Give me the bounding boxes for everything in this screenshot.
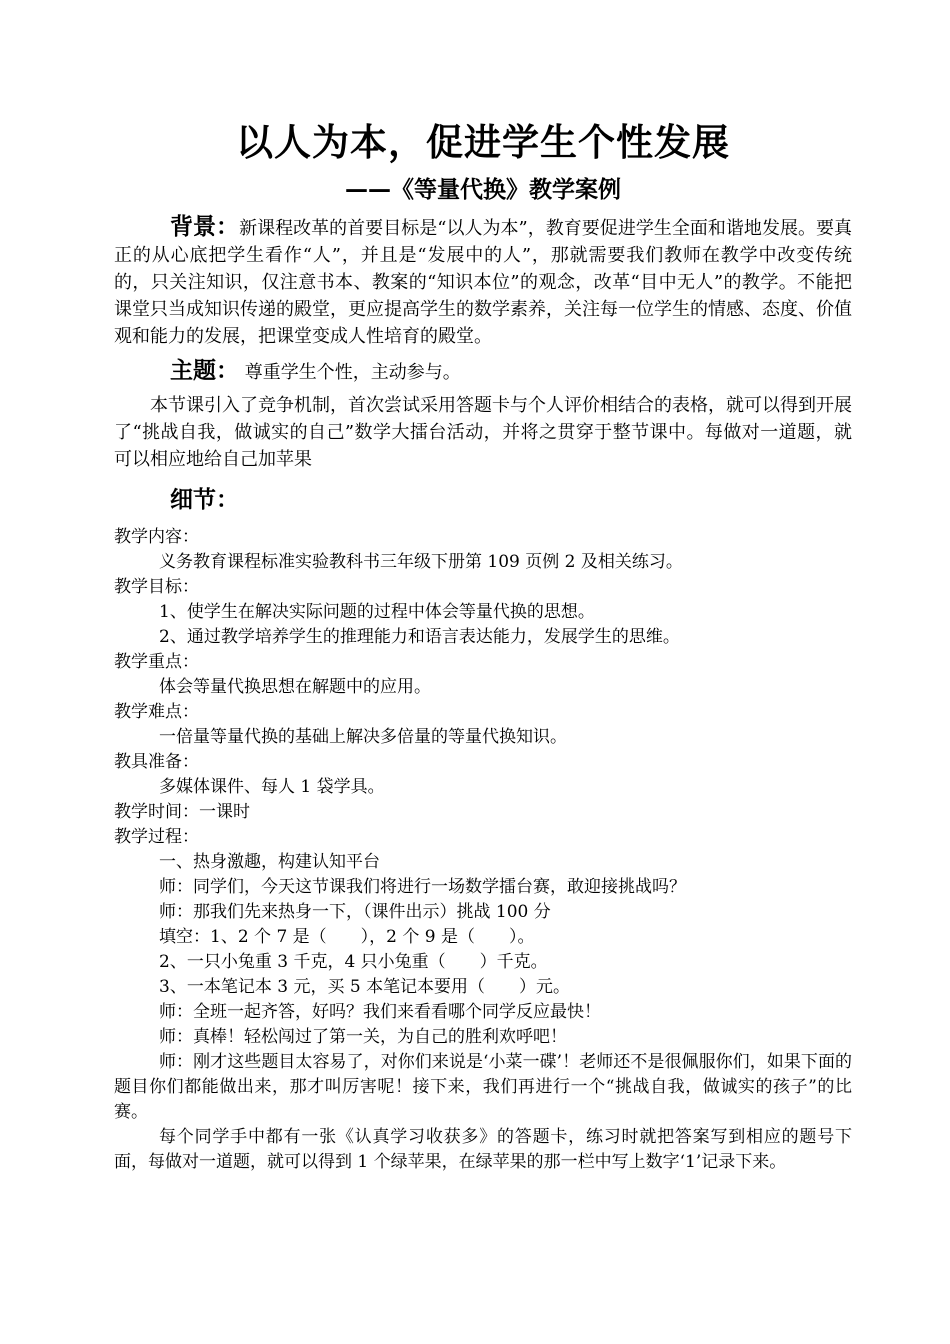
lesson-line: 多媒体课件、每人 1 袋学具。 [159, 777, 385, 797]
background-text: 新课程改革的首要目标是“以人为本”，教育要促进学生全面和谐地发展。要真正的从心底把学生看作“人”，并且是“发展中的人”，那就需要我们教师在教学中改变传统的，只关注知识，仅注意书本、教案的“知识本位”的观念，改革“目中无人”的教学。不能把课堂只当成知识传递的殿堂，更应提高学生的数学素养，关注每一位学生的情感、态度、价值观和能力的发展，把课堂变成人性培育的殿堂。 [114, 218, 853, 347]
answer-card-paragraph: 每个同学手中都有一张《认真学习收获多》的答题卡，练习时就把答案写到相应的题号下面，每做对一道题，就可以得到 1 个绿苹果，在绿苹果的那一栏中写上数字‘1’记录下来。 [114, 1127, 852, 1172]
theme-label: 主题： [170, 358, 239, 384]
intro-paragraph: 本节课引入了竞争机制，首次尝试采用答题卡与个人评价相结合的表格，就可以得到开展了“挑战自我，做诚实的自己”数学大擂台活动，并将之贯穿于整节课中。每做对一道题，就可以相应地给自己加苹果 [114, 395, 852, 470]
lesson-line: 教学时间：一课时 [114, 802, 250, 822]
lesson-line: 师：那我们先来热身一下，（课件出示）挑战 100 分 [159, 902, 551, 922]
document-page [114, 118, 852, 1175]
lesson-line: 体会等量代换思想在解题中的应用。 [159, 677, 431, 697]
background-paragraph [114, 214, 852, 350]
lesson-line: 2、一只小兔重 3 千克，4 只小兔重（ ）千克。 [159, 952, 548, 972]
lesson-line: 3、一本笔记本 3 元，买 5 本笔记本要用（ ）元。 [159, 977, 571, 997]
background-label: 背景： [170, 214, 240, 240]
lesson-line: 师：全班一起齐答，好吗？我们来看看哪个同学反应最快！ [159, 1002, 601, 1022]
lesson-line: 教学目标： [114, 577, 199, 597]
lesson-line: 填空：1、2 个 7 是（ ），2 个 9 是（ ）。 [159, 927, 535, 947]
lesson-line: 2、通过教学培养学生的推理能力和语言表达能力，发展学生的思维。 [159, 627, 680, 647]
document-subtitle: ——《等量代换》教学案例 [345, 177, 621, 203]
lesson-line: 师：同学们，今天这节课我们将进行一场数学擂台赛，敢迎接挑战吗？ [159, 877, 686, 897]
lesson-line: 义务教育课程标准实验教科书三年级下册第 109 页例 2 及相关练习。 [159, 552, 683, 572]
lesson-line: 教具准备： [114, 752, 199, 772]
challenge-paragraph: 师：刚才这些题目太容易了，对你们来说是‘小菜一碟’！老师还不是很佩服你们，如果下面的题目你们都能做出来，那才叫厉害呢！接下来，我们再进行一个“挑战自我，做诚实的孩子”的比赛。 [114, 1052, 852, 1122]
lesson-line: 师：真棒！轻松闯过了第一关，为自己的胜利欢呼吧！ [159, 1027, 567, 1047]
lesson-plan-lines [114, 525, 852, 1050]
lesson-line: 一、热身激趣，构建认知平台 [159, 852, 380, 872]
lesson-line: 一倍量等量代换的基础上解决多倍量的等量代换知识。 [159, 727, 567, 747]
lesson-line: 教学难点： [114, 702, 199, 722]
theme-text: 尊重学生个性，主动参与。 [244, 362, 461, 383]
lesson-line: 1、使学生在解决实际问题的过程中体会等量代换的思想。 [159, 602, 595, 622]
document-title: 以人为本，促进学生个性发展 [236, 121, 730, 164]
lesson-line: 教学重点： [114, 652, 199, 672]
details-heading: 细节： [170, 487, 239, 513]
theme-line [170, 356, 852, 388]
lesson-line: 教学内容： [114, 527, 199, 547]
lesson-line: 教学过程： [114, 827, 199, 847]
